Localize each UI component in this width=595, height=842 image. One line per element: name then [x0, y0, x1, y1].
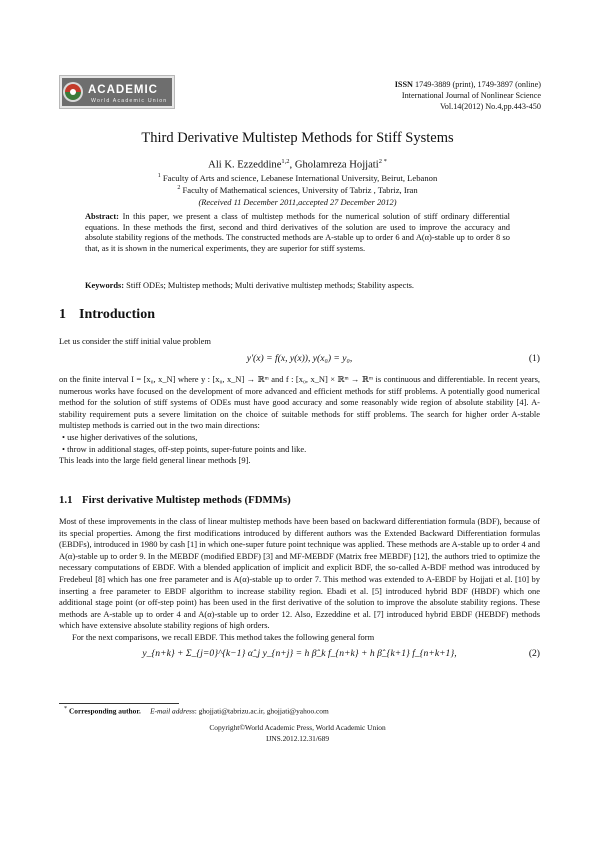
bullet-2-text: throw in additional stages, off-step points, super-future points and like.	[67, 443, 307, 454]
footnote-rule	[59, 703, 179, 704]
ebdf-lead: For the next comparisons, we recall EBDF. This method takes the following general form	[72, 631, 375, 642]
affiliation-2-text: Faculty of Mathematical sciences, University of Tabriz , Tabriz, Iran	[182, 185, 418, 195]
logo-emblem-icon	[63, 82, 83, 102]
section-1-1-number: 1.1	[59, 494, 73, 506]
keywords-text: Stiff ODEs; Multistep methods; Multi derivative multistep methods; Stability aspects.	[126, 281, 415, 290]
bullet-item: • throw in additional stages, off-step points, super-future points and like.	[62, 443, 307, 454]
abstract-label: Abstract:	[85, 212, 119, 221]
intro-body	[59, 374, 540, 467]
journal-name: International Journal of Nonlinear Science	[401, 91, 541, 100]
intro-lead: Let us consider the stiff initial value problem	[59, 336, 211, 346]
section-1-1-body	[59, 516, 540, 644]
abstract-text: In this paper, we present a class of multistep methods for the numerical solution of stiff ordinary differential equations. In these methods the first, second and third derivatives of the solution are used to improve the accuracy and absolute stability regions of the methods. The constructed methods are A-stable up to order 6 and A(α)-stable up to order 8 so that, as it is shown in the numerical experiments, they are superior for stiff systems.	[85, 212, 510, 253]
affiliation-1-text: Faculty of Arts and science, Lebanese International University, Beirut, Lebanon	[162, 173, 438, 183]
issn-label: ISSN	[394, 80, 413, 89]
affiliation-2-sup: 2	[177, 185, 181, 192]
equation-2-number: (2)	[528, 648, 540, 659]
section-1-title: Introduction	[79, 307, 155, 322]
received-dates: (Received 11 December 2011,accepted 27 December 2012)	[198, 198, 397, 207]
section-1-number: 1	[59, 307, 66, 322]
copyright-footer: Copyright©World Academic Press, World Academic Union	[209, 723, 386, 732]
journal-issn	[395, 79, 541, 90]
author-2: Gholamreza Hojjati	[294, 159, 379, 171]
email-label: E-mail address	[150, 706, 195, 716]
author-1: Ali K. Ezzeddine	[208, 159, 282, 171]
author-1-sup: 1,2	[281, 158, 290, 165]
paper-title: Third Derivative Multistep Methods for Stiff Systems	[141, 130, 454, 146]
logo-subtitle: World Academic Union	[91, 98, 168, 104]
intro-closing: This leads into the large field general linear methods [9].	[59, 455, 251, 466]
affiliation-2	[0, 185, 595, 195]
footnote-label: Corresponding author.	[68, 706, 141, 716]
email-addresses: : ghojjati@tabrizu.ac.ir, ghojjati@yahoo.com	[194, 706, 329, 716]
logo-name: ACADEMIC	[88, 84, 158, 96]
intro-paragraph: on the finite interval I = [x₀, x_N] where y : [x₀, x_N] → ℝᵐ and f : [x₀, x_N] × ℝᵐ → ℝᵐ is continuous and differentiable. In recent years, numerous works have focused on the development of more advanced and efficient methods for stiff problems. A potentially good numerical method for the solution of stiff systems of ODEs must have good accuracy and some reasonably wide region of absolute stability [4]. A-stability requirement puts a severe limitation on the choice of suitable methods for stiff problems. The search for higher order A-stable multistep methods is carried out in the two main directions:	[59, 374, 540, 431]
bullet-1-text: use higher derivatives of the solutions,	[67, 431, 198, 442]
keywords	[85, 281, 510, 290]
section-1-1-heading	[59, 494, 291, 506]
affiliation-1-sup: 1	[157, 173, 161, 180]
fdmm-paragraph: Most of these improvements in the class of linear multistep methods have been based on backward differentiation formula (BDF), because of its special properties. Among the first modifications introduced by different authors was the Extended Backward Differentiation formulas (EBDFs), introduced in 1980 by cash [1] in which one-super future point technique was applied. These methods are A-stable up to order 4 and A(α)-stable up to order 9. In the MEBDF (modified EBDF) [3] and MF-MEBDF (Matrix free MEBDF) [12], the authors tried to optimize the necessary computations of EBDF. With a blended application of implicit and explicit BDF, the so-called A-BDF method was introduced by Fredebeul [8] which has one free parameter and is A(α)-stable up to order 7. This method was extended to A-EBDF by Hojjati et al. [10] by inserting a free parameter to EBDF algorithm to increase stability region. Ebadi et al. [5] introduced hybrid BDF (HBDF) which one additional stage point (or off-step point) has been used in the first derivative of the solution to improve the absolute stability regions. These methods are A-stable up to order 4 and A(α)-stable up to order 12. Also, Ezzeddine et al. [7] introduced hybrid EBDF (HEBDF) methods which have extensive absolute stability regions of high orders.	[59, 516, 540, 631]
footnote	[64, 706, 329, 715]
issn-value: 1749-3889 (print), 1749-3897 (online)	[415, 80, 541, 89]
keywords-label: Keywords:	[85, 281, 125, 290]
equation-1-number: (1)	[528, 353, 540, 364]
affiliation-1	[0, 173, 595, 183]
bullet-item: • use higher derivatives of the solutions,	[62, 431, 198, 442]
journal-logo	[59, 75, 175, 109]
section-1-1-title: First derivative Multistep methods (FDMMs)	[82, 494, 291, 506]
footnote-marker: *	[64, 706, 68, 712]
section-1-heading	[59, 307, 155, 323]
author-line	[0, 158, 595, 171]
author-separator: ,	[289, 159, 295, 171]
abstract	[85, 212, 510, 254]
equation-1-body: y′(x) = f(x, y(x)), y(x₀) = y₀,	[246, 353, 353, 364]
journal-volume: Vol.14(2012) No.4,pp.443-450	[439, 102, 541, 111]
academic-logo-graphic	[59, 75, 175, 109]
equation-2-body: y_{n+k} + Σ_{j=0}^{k−1} α̂_j y_{n+j} = h β̂_k f_{n+k} + h β̂_{k+1} f_{n+k+1},	[142, 648, 457, 659]
author-2-sup: 2 *	[378, 158, 387, 165]
article-reference: IJNS.2012.12.31/689	[265, 734, 330, 743]
